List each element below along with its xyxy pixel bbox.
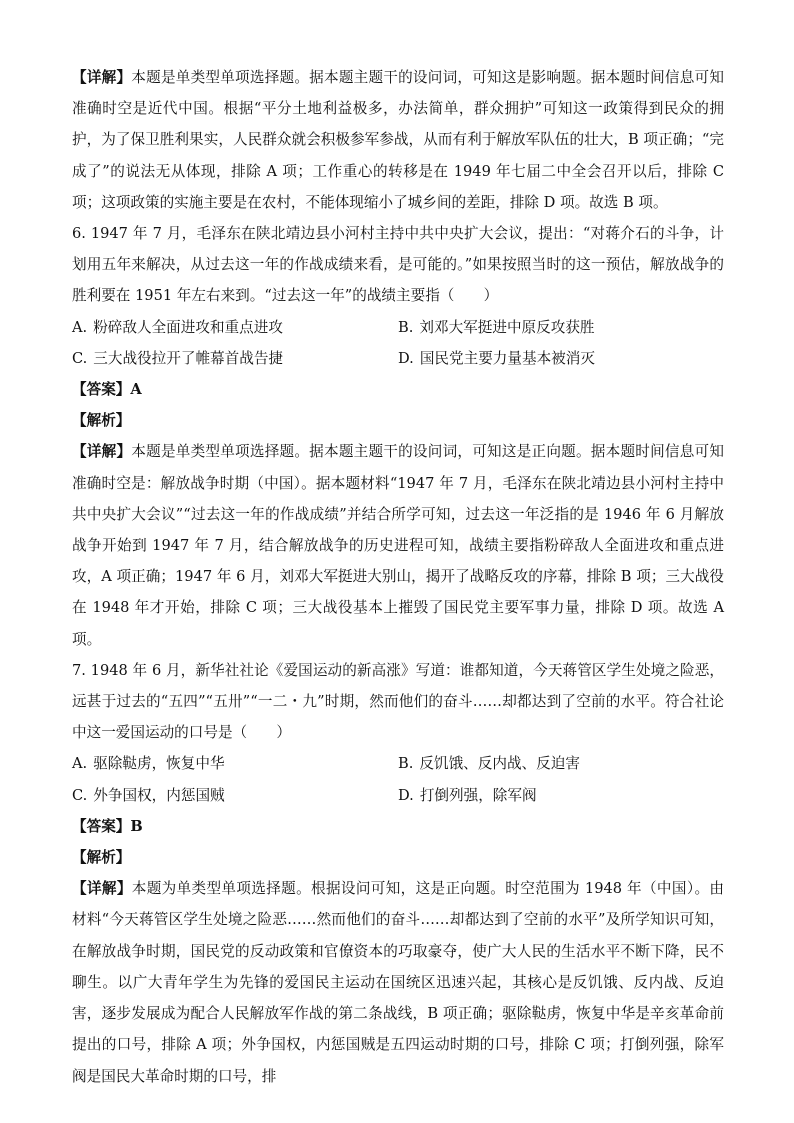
detail-tag: 【详解】 xyxy=(72,443,132,461)
option-letter: B. xyxy=(398,318,414,336)
option-letter: C. xyxy=(72,349,88,367)
option-b xyxy=(398,312,724,343)
option-c xyxy=(72,343,398,374)
option-letter: A. xyxy=(72,755,88,773)
question-6: 6. 1947 年 7 月，毛泽东在陕北靖边县小河村主持中共中央扩大会议，提出：“对蒋介石的斗争，计划用五年来解决，从过去这一年的作战成绩来看，是可能的。”如果按照当时的这一预估，解放战争的胜利要在 1951 年左右来到。“过去这一年”的战绩主要指（ ） xyxy=(72,225,724,305)
detail-paragraph-q6 xyxy=(72,436,724,654)
option-letter: A. xyxy=(72,318,88,336)
option-d xyxy=(398,780,724,811)
question-7: 7. 1948 年 6 月，新华社社论《爱国运动的新高涨》写道：谁都知道，今天蒋管区学生处境之险恶，远甚于过去的“五四”“五卅”“一二・九”时期，然而他们的奋斗……却都达到了空前的水平。符合社论中这一爱国运动的口号是（ ） xyxy=(72,661,724,742)
option-letter: D. xyxy=(398,786,414,804)
option-text: 国民党主要力量基本被消灭 xyxy=(419,349,595,367)
option-a xyxy=(72,312,398,343)
option-a xyxy=(72,748,398,779)
detail-paragraph-q7 xyxy=(72,873,724,1091)
option-letter: B. xyxy=(398,755,414,773)
answer-label: 【答案】A xyxy=(72,381,142,399)
document-page xyxy=(72,62,724,1092)
option-text: 三大战役拉开了帷幕首战告捷 xyxy=(93,349,284,367)
detail-text: 本题是单类型单项选择题。据本题主题干的设问词，可知这是影响题。据本题时间信息可知准确时空是近代中国。根据“平分土地利益极多，办法简单，群众拥护”可知这一政策得到民众的拥护，为了保卫胜利果实，人民群众就会积极参军参战，从而有利于解放军队伍的壮大，B 项正确；“完成了”的说法无从体现，排除 A 项；工作重心的转移是在 1949 年七届二中全会召开以后，排除 C 项；这项政策的实施主要是在农村，不能体现缩小了城乡间的差距，排除 D 项。故选 B 项。 xyxy=(72,69,724,211)
option-letter: D. xyxy=(398,349,414,367)
option-b xyxy=(398,748,724,779)
option-text: 外争国权，内惩国贼 xyxy=(93,786,225,804)
option-d xyxy=(398,343,724,374)
option-text: 驱除鞑虏，恢复中华 xyxy=(93,755,225,773)
detail-tag: 【详解】 xyxy=(72,69,132,86)
option-text: 粉碎敌人全面进攻和重点进攻 xyxy=(93,318,283,336)
option-text: 反饥饿、反内战、反迫害 xyxy=(419,755,580,773)
option-c xyxy=(72,780,398,811)
option-text: 打倒列强，除军阀 xyxy=(419,786,537,804)
analysis-label: 【解析】 xyxy=(72,849,131,867)
detail-paragraph-q5 xyxy=(72,62,724,218)
option-text: 刘邓大军挺进中原反攻获胜 xyxy=(419,318,595,336)
options-q7 xyxy=(72,748,724,810)
detail-text: 本题为单类型单项选择题。根据设问可知，这是正向题。时空范围为 1948 年（中国）。由材料“今天蒋管区学生处境之险恶……然而他们的奋斗……却都达到了空前的水平”及所学知识可知，在解放战争时期，国民党的反动政策和官僚资本的巧取豪夺，使广大人民的生活水平不断下降，民不聊生。以广大青年学生为先锋的爱国民主运动在国统区迅速兴起，其核心是反饥饿、反内战、反迫害，逐步发展成为配合人民解放军作战的第二条战线，B 项正确；驱除鞑虏，恢复中华是辛亥革命前提出的口号，排除 A 项；外争国权，内惩国贼是五四运动时期的口号，排除 C 项；打倒列强，除军阀是国民大革命时期的口号，排 xyxy=(72,880,724,1085)
detail-tag: 【详解】 xyxy=(72,880,132,898)
options-q6 xyxy=(72,312,724,374)
analysis-label: 【解析】 xyxy=(72,412,131,430)
detail-text: 本题是单类型单项选择题。据本题主题干的设问词，可知这是正向题。据本题时间信息可知准确时空是：解放战争时期（中国）。据本题材料“1947 年 7 月，毛泽东在陕北靖边县小河村主持中共中央扩大会议”“过去这一年的作战成绩”并结合所学可知，过去这一年泛指的是 1946 年 6 月解放战争开始到 1947 年 7 月，结合解放战争的历史进程可知，战绩主要指粉碎敌人全面进攻和重点进攻，A 项正确；1947 年 6 月，刘邓大军挺进大别山，揭开了战略反攻的序幕，排除 B 项；三大战役在 1948 年才开始，排除 C 项；三大战役基本上摧毁了国民党主要军事力量，排除 D 项。故选 A 项。 xyxy=(72,443,724,648)
option-letter: C. xyxy=(72,786,88,804)
answer-label: 【答案】B xyxy=(72,817,143,835)
